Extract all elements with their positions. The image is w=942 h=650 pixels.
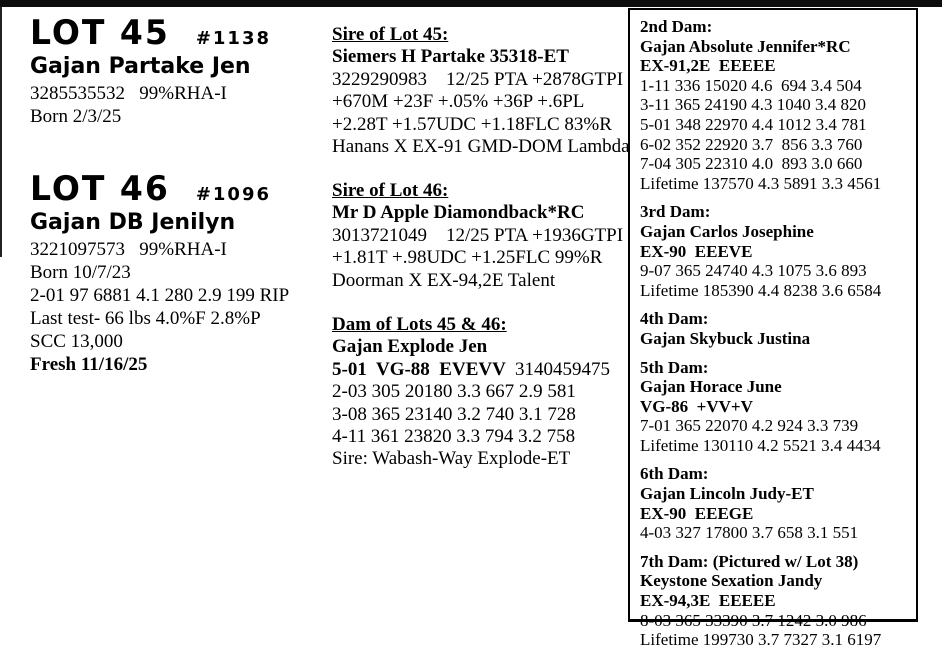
- lot-detail-line: SCC 13,000: [30, 331, 123, 352]
- lot-45-header: [30, 14, 330, 52]
- sire-detail-line: +1.81T +.98UDC +1.25FLC 99%R: [332, 247, 603, 269]
- sire-46-details: [332, 225, 632, 292]
- sire-detail-line: 3229290983 12/25 PTA +2878GTPI: [332, 68, 624, 90]
- seventh-dam-records: [640, 611, 908, 650]
- sixth-dam-score: EX-90 EEEGE: [640, 503, 754, 523]
- lot-detail-line: Born 10/7/23: [30, 262, 131, 283]
- second-dam-name: Gajan Absolute Jennifer*RC: [640, 36, 851, 56]
- scan-edge-top: [0, 0, 942, 7]
- lot-detail-line: Born 2/3/25: [30, 106, 122, 127]
- sire-45-details: [332, 69, 632, 159]
- lot-45-sale-number: #1138: [195, 28, 272, 49]
- dam-record-line: Sire: Wabash-Way Explode-ET: [332, 448, 571, 470]
- lot-detail-line: 3285535532 99%RHA-I: [30, 83, 227, 104]
- third-dam-name: Gajan Carlos Josephine: [640, 221, 814, 241]
- lot-46-details: [30, 238, 330, 353]
- sire-detail-line: Hanans X EX-91 GMD-DOM Lambda: [332, 136, 630, 158]
- lactation-record-line: Lifetime 199730 3.7 7327 3.1 6197: [640, 630, 882, 650]
- lactation-record-line: 4-03 327 17800 3.7 658 3.1 551: [640, 523, 859, 543]
- dam-record-line: 2-03 305 20180 3.3 667 2.9 581: [332, 381, 576, 403]
- sixth-dam-name: Gajan Lincoln Judy-ET: [640, 484, 814, 504]
- sire-45-heading: Sire of Lot 45:: [332, 24, 449, 45]
- second-dam-score: EX-91,2E EEEEE: [640, 56, 776, 76]
- fifth-dam-block: [640, 358, 908, 456]
- dam-registration-number: 3140459475: [514, 358, 610, 380]
- fifth-dam-score: VG-86 +VV+V: [640, 396, 753, 416]
- sire-of-lot-46-block: [332, 180, 632, 292]
- fourth-dam-heading: 4th Dam:: [640, 309, 709, 329]
- lot-detail-line: 2-01 97 6881 4.1 280 2.9 199 RIP: [30, 285, 290, 306]
- seventh-dam-name: Keystone Sexation Jandy: [640, 571, 823, 591]
- lot-45-details: [30, 82, 330, 128]
- dam-score-classification: 5-01 VG-88 EVEVV: [332, 358, 515, 380]
- lot-46-sale-number: #1096: [195, 184, 272, 205]
- lactation-record-line: 3-11 365 24190 4.3 1040 3.4 820: [640, 95, 867, 115]
- lot-detail-line: 3221097573 99%RHA-I: [30, 239, 227, 260]
- sire-46-heading: Sire of Lot 46:: [332, 180, 449, 201]
- lot-46-header: [30, 170, 330, 208]
- dam-record-line: 4-11 361 23820 3.3 794 3.2 758: [332, 426, 576, 448]
- second-dam-heading: 2nd Dam:: [640, 17, 713, 36]
- maternal-line-box: [628, 8, 918, 650]
- dam-records: [332, 381, 632, 471]
- lot-detail-line: Last test- 66 lbs 4.0%F 2.8%P: [30, 308, 261, 329]
- third-dam-heading: 3rd Dam:: [640, 202, 711, 222]
- lactation-record-line: 9-07 365 24740 4.3 1075 3.6 893: [640, 261, 867, 281]
- lactation-record-line: 5-01 348 22970 4.4 1012 3.4 781: [640, 114, 867, 134]
- seventh-dam-block: [640, 552, 908, 650]
- sire-of-lot-45-block: [332, 24, 632, 158]
- lot-46-title: LOT 46: [30, 168, 170, 209]
- third-dam-score: EX-90 EEEVE: [640, 241, 753, 261]
- lactation-record-line: 6-02 352 22920 3.7 856 3.3 760: [640, 134, 863, 154]
- lactation-record-line: 1-11 336 15020 4.6 694 3.4 504: [640, 75, 862, 95]
- third-dam-block: [640, 202, 908, 300]
- sixth-dam-block: [640, 464, 908, 542]
- lot-46-animal-name: Gajan DB Jenilyn: [30, 210, 236, 235]
- fifth-dam-name: Gajan Horace June: [640, 377, 782, 397]
- lactation-record-line: Lifetime 130110 4.2 5521 3.4 4434: [640, 435, 881, 455]
- lot-45-animal-name: Gajan Partake Jen: [30, 54, 251, 79]
- sire-detail-line: +670M +23F +.05% +36P +.6PL: [332, 91, 585, 113]
- fourth-dam-name: Gajan Skybuck Justina: [640, 328, 811, 348]
- fifth-dam-records: [640, 416, 908, 455]
- lactation-record-line: 7-01 365 22070 4.2 924 3.3 739: [640, 416, 859, 436]
- dam-of-lots-block: [332, 314, 632, 471]
- dam-score-line: [332, 359, 632, 381]
- dam-heading: Dam of Lots 45 & 46:: [332, 314, 507, 335]
- lactation-record-line: Lifetime 185390 4.4 8238 3.6 6584: [640, 280, 882, 300]
- lot-45-block: [30, 14, 330, 128]
- sixth-dam-heading: 6th Dam:: [640, 464, 709, 484]
- second-dam-records: [640, 76, 908, 194]
- sire-detail-line: +2.28T +1.57UDC +1.18FLC 83%R: [332, 113, 612, 135]
- lactation-record-line: 8-03 365 33390 3.7 1242 3.0 986: [640, 610, 867, 630]
- sire-46-name: Mr D Apple Diamondback*RC: [332, 202, 585, 224]
- sire-detail-line: Doorman X EX-94,2E Talent: [332, 269, 556, 291]
- second-dam-block: [640, 17, 908, 193]
- seventh-dam-score: EX-94,3E EEEEE: [640, 591, 776, 611]
- lot-45-title: LOT 45: [30, 12, 170, 53]
- scan-edge-left: [0, 7, 2, 257]
- dam-name: Gajan Explode Jen: [332, 336, 488, 358]
- sire-45-name: Siemers H Partake 35318-ET: [332, 46, 569, 68]
- fourth-dam-block: [640, 309, 908, 348]
- seventh-dam-heading: 7th Dam: (Pictured w/ Lot 38): [640, 551, 859, 571]
- dam-record-line: 3-08 365 23140 3.2 740 3.1 728: [332, 403, 576, 425]
- lactation-record-line: Lifetime 137570 4.3 5891 3.3 4561: [640, 173, 882, 193]
- lot-46-fresh-date: Fresh 11/16/25: [30, 354, 148, 375]
- lot-46-block: [30, 170, 330, 376]
- fifth-dam-heading: 5th Dam:: [640, 357, 709, 377]
- third-dam-records: [640, 261, 908, 300]
- lactation-record-line: 7-04 305 22310 4.0 893 3.0 660: [640, 154, 863, 174]
- sire-detail-line: 3013721049 12/25 PTA +1936GTPI: [332, 224, 624, 246]
- sixth-dam-records: [640, 523, 908, 543]
